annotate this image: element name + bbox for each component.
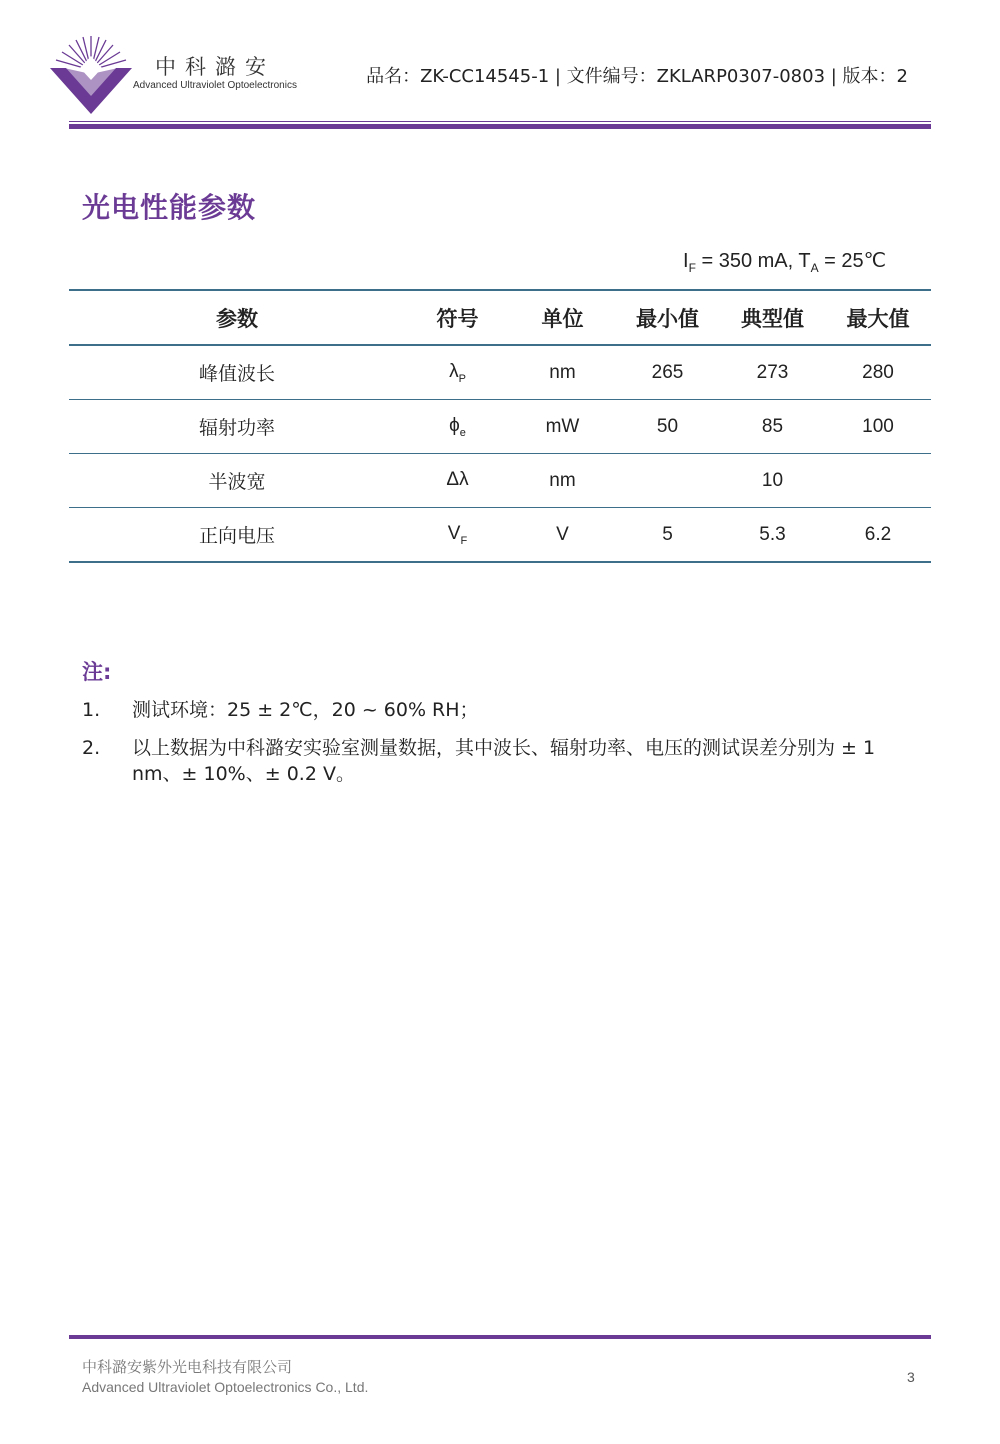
- brand-name-cn: 中科潞安: [155, 55, 275, 79]
- cell-symbol: $V_F$: [447, 522, 468, 547]
- table-row: [69, 400, 931, 454]
- note-number: 1.: [82, 699, 101, 721]
- cell-min: 50: [656, 415, 679, 437]
- column-header-max: 最大值: [846, 306, 910, 331]
- cell-unit: nm: [549, 361, 576, 383]
- cell-unit: nm: [549, 469, 576, 491]
- cell-param: 峰值波长: [198, 363, 275, 385]
- note-number: 2.: [82, 737, 101, 759]
- cell-unit: V: [556, 523, 569, 545]
- cell-symbol: $\lambda_P$: [449, 360, 466, 385]
- brand-name-en: Advanced Ultraviolet Optoelectronics: [133, 80, 297, 91]
- cell-typ: 85: [761, 415, 784, 437]
- column-header-min: 最小值: [636, 306, 699, 331]
- cell-typ: 10: [761, 469, 784, 491]
- company-logo: [50, 34, 132, 114]
- table-row: [69, 508, 931, 563]
- footer-company-cn: 中科潞安紫外光电科技有限公司: [82, 1358, 293, 1376]
- parameters-table: [69, 289, 931, 563]
- cell-typ: 273: [756, 361, 789, 383]
- page-number: 3: [907, 1369, 915, 1385]
- header-divider-thick: [69, 124, 931, 129]
- cell-max: 6.2: [864, 523, 892, 545]
- column-header-typ: 典型值: [741, 306, 804, 331]
- note-text: 测试环境：25 ± 2℃，20 ~ 60% RH；: [132, 699, 479, 721]
- table-row: [69, 454, 931, 508]
- cell-unit: mW: [545, 415, 580, 437]
- test-conditions: $I_F = 350$ mA, $T_A$ = 25℃: [683, 250, 887, 275]
- cell-symbol: $\phi_e$: [449, 414, 466, 439]
- document-info: 品名：ZK-CC14545-1 | 文件编号：ZKLARP0307-0803 | 版本：2: [366, 66, 908, 87]
- column-header-param: 参数: [216, 306, 258, 331]
- note-text: 以上数据为中科潞安实验室测量数据，其中波长、辐射功率、电压的测试误差分别为 ± 1 nm、± 10%、± 0.2 V。: [132, 737, 876, 785]
- cell-param: 半波宽: [208, 471, 266, 493]
- notes-title: 注:: [82, 660, 112, 684]
- cell-symbol: Δλ: [446, 468, 469, 490]
- column-header-symbol: 符号: [436, 306, 479, 331]
- table-header-row: [69, 290, 931, 345]
- cell-param: 正向电压: [198, 525, 275, 547]
- cell-max: 100: [862, 415, 894, 437]
- cell-max: [825, 454, 931, 508]
- column-header-unit: 单位: [541, 306, 584, 331]
- cell-typ: 5.3: [759, 523, 786, 545]
- section-title: 光电性能参数: [82, 191, 257, 224]
- cell-min: 5: [662, 523, 673, 545]
- cell-max: 280: [862, 361, 894, 383]
- table-row: [69, 345, 931, 400]
- cell-min: 265: [651, 361, 684, 383]
- header-divider-thin: [69, 121, 931, 122]
- footer-divider: [69, 1335, 931, 1339]
- cell-min: [615, 454, 720, 508]
- cell-param: 辐射功率: [198, 417, 275, 439]
- footer-company-en: Advanced Ultraviolet Optoelectronics Co., Ltd.: [82, 1379, 369, 1395]
